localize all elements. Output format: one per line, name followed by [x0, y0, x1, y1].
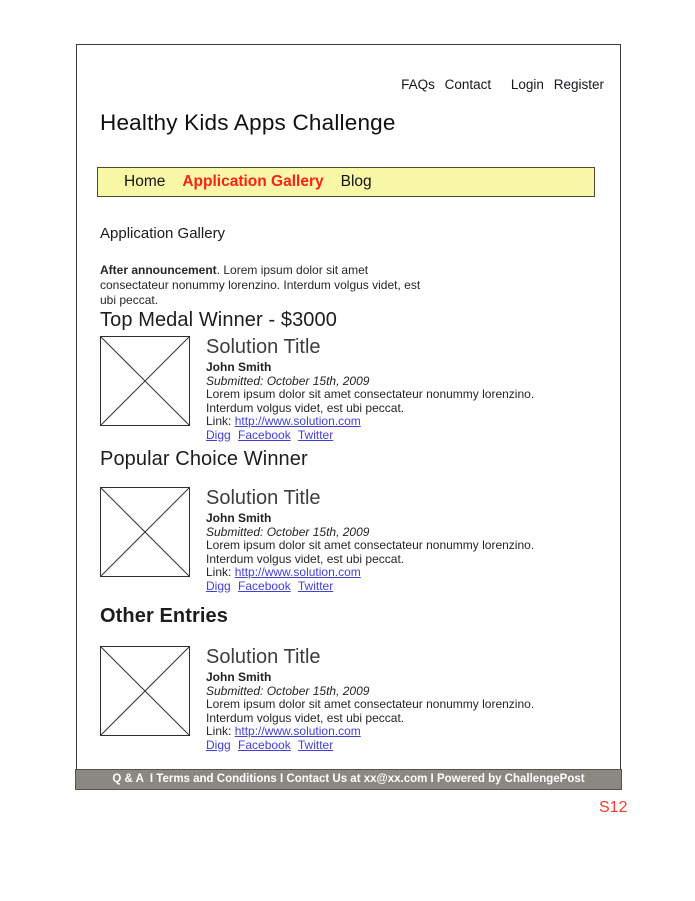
twitter-link[interactable]: Twitter	[297, 427, 334, 442]
entry-thumbnail-placeholder[interactable]	[100, 336, 190, 426]
facebook-link[interactable]: Facebook	[238, 737, 291, 752]
entry-title: Solution Title	[206, 487, 321, 509]
entry-social-links	[206, 580, 566, 594]
entry-social-links	[206, 739, 566, 753]
entry-details	[206, 336, 566, 442]
entry-author: John Smith	[206, 670, 272, 684]
site-title: Healthy Kids Apps Challenge	[100, 110, 396, 135]
entry-link-row	[206, 725, 566, 739]
page-title: Application Gallery	[100, 225, 226, 242]
digg-link[interactable]: Digg	[206, 578, 231, 593]
entry-submitted-date: Submitted: October 15th, 2009	[206, 684, 370, 698]
facebook-link[interactable]: Facebook	[238, 427, 291, 442]
slide-label: S12	[599, 799, 628, 816]
image-placeholder-x-icon	[101, 488, 189, 576]
entry-submitted-date: Submitted: October 15th, 2009	[206, 374, 370, 388]
page-frame	[76, 44, 621, 790]
main-nav-bar	[97, 167, 595, 197]
login-link[interactable]: Login	[510, 77, 544, 92]
entry-solution-link[interactable]: http://www.solution.com	[234, 414, 361, 428]
entry-solution-link[interactable]: http://www.solution.com	[234, 724, 361, 738]
intro-body: . Lorem ipsum dolor sit amet consectateur nonummy lorenzino. Interdum volgus videt, est ubi peccat.	[100, 263, 421, 307]
contact-link[interactable]: Contact	[444, 77, 492, 92]
section-heading: Popular Choice Winner	[100, 448, 308, 470]
twitter-link[interactable]: Twitter	[297, 578, 334, 593]
entry-title: Solution Title	[206, 336, 321, 358]
entry-details	[206, 487, 566, 593]
digg-link[interactable]: Digg	[206, 427, 231, 442]
section-popular-choice-winner	[100, 447, 600, 593]
entry-link-row	[206, 415, 566, 429]
entry-thumbnail-placeholder[interactable]	[100, 646, 190, 736]
image-placeholder-x-icon	[101, 337, 189, 425]
entry-thumbnail-placeholder[interactable]	[100, 487, 190, 577]
entry-details	[206, 646, 566, 752]
utility-nav	[401, 77, 604, 92]
entry-social-links	[206, 429, 566, 443]
register-link[interactable]: Register	[553, 77, 604, 92]
nav-item-blog[interactable]: Blog	[340, 173, 372, 190]
facebook-link[interactable]: Facebook	[238, 578, 291, 593]
nav-item-home[interactable]: Home	[124, 173, 166, 190]
entry	[100, 646, 600, 752]
entry-link-label: Link:	[206, 414, 232, 428]
section-top-medal-winner	[100, 308, 600, 442]
section-heading: Top Medal Winner - $3000	[100, 309, 337, 331]
entry-submitted-date: Submitted: October 15th, 2009	[206, 525, 370, 539]
entry	[100, 336, 600, 442]
entry-solution-link[interactable]: http://www.solution.com	[234, 565, 361, 579]
digg-link[interactable]: Digg	[206, 737, 231, 752]
entry	[100, 487, 600, 593]
intro-lead: After announcement	[100, 263, 217, 277]
image-placeholder-x-icon	[101, 647, 189, 735]
intro-paragraph	[100, 263, 428, 308]
faqs-link[interactable]: FAQs	[401, 77, 435, 92]
entry-title: Solution Title	[206, 646, 321, 668]
entry-description: Lorem ipsum dolor sit amet consectateur nonummy lorenzino. Interdum volgus videt, est ubi peccat.	[206, 538, 535, 566]
footer-bar: Q & A I Terms and Conditions I Contact Us at xx@xx.com I Powered by ChallengePost	[75, 769, 622, 790]
entry-link-row	[206, 566, 566, 580]
section-other-entries	[100, 604, 600, 752]
entry-link-label: Link:	[206, 724, 232, 738]
entry-author: John Smith	[206, 360, 272, 374]
entry-link-label: Link:	[206, 565, 232, 579]
nav-item-application-gallery[interactable]: Application Gallery	[182, 173, 324, 190]
entry-author: John Smith	[206, 511, 272, 525]
main-content	[100, 222, 600, 752]
entry-description: Lorem ipsum dolor sit amet consectateur nonummy lorenzino. Interdum volgus videt, est ubi peccat.	[206, 697, 535, 725]
twitter-link[interactable]: Twitter	[297, 737, 334, 752]
section-heading: Other Entries	[100, 605, 228, 627]
entry-description: Lorem ipsum dolor sit amet consectateur nonummy lorenzino. Interdum volgus videt, est ubi peccat.	[206, 387, 535, 415]
